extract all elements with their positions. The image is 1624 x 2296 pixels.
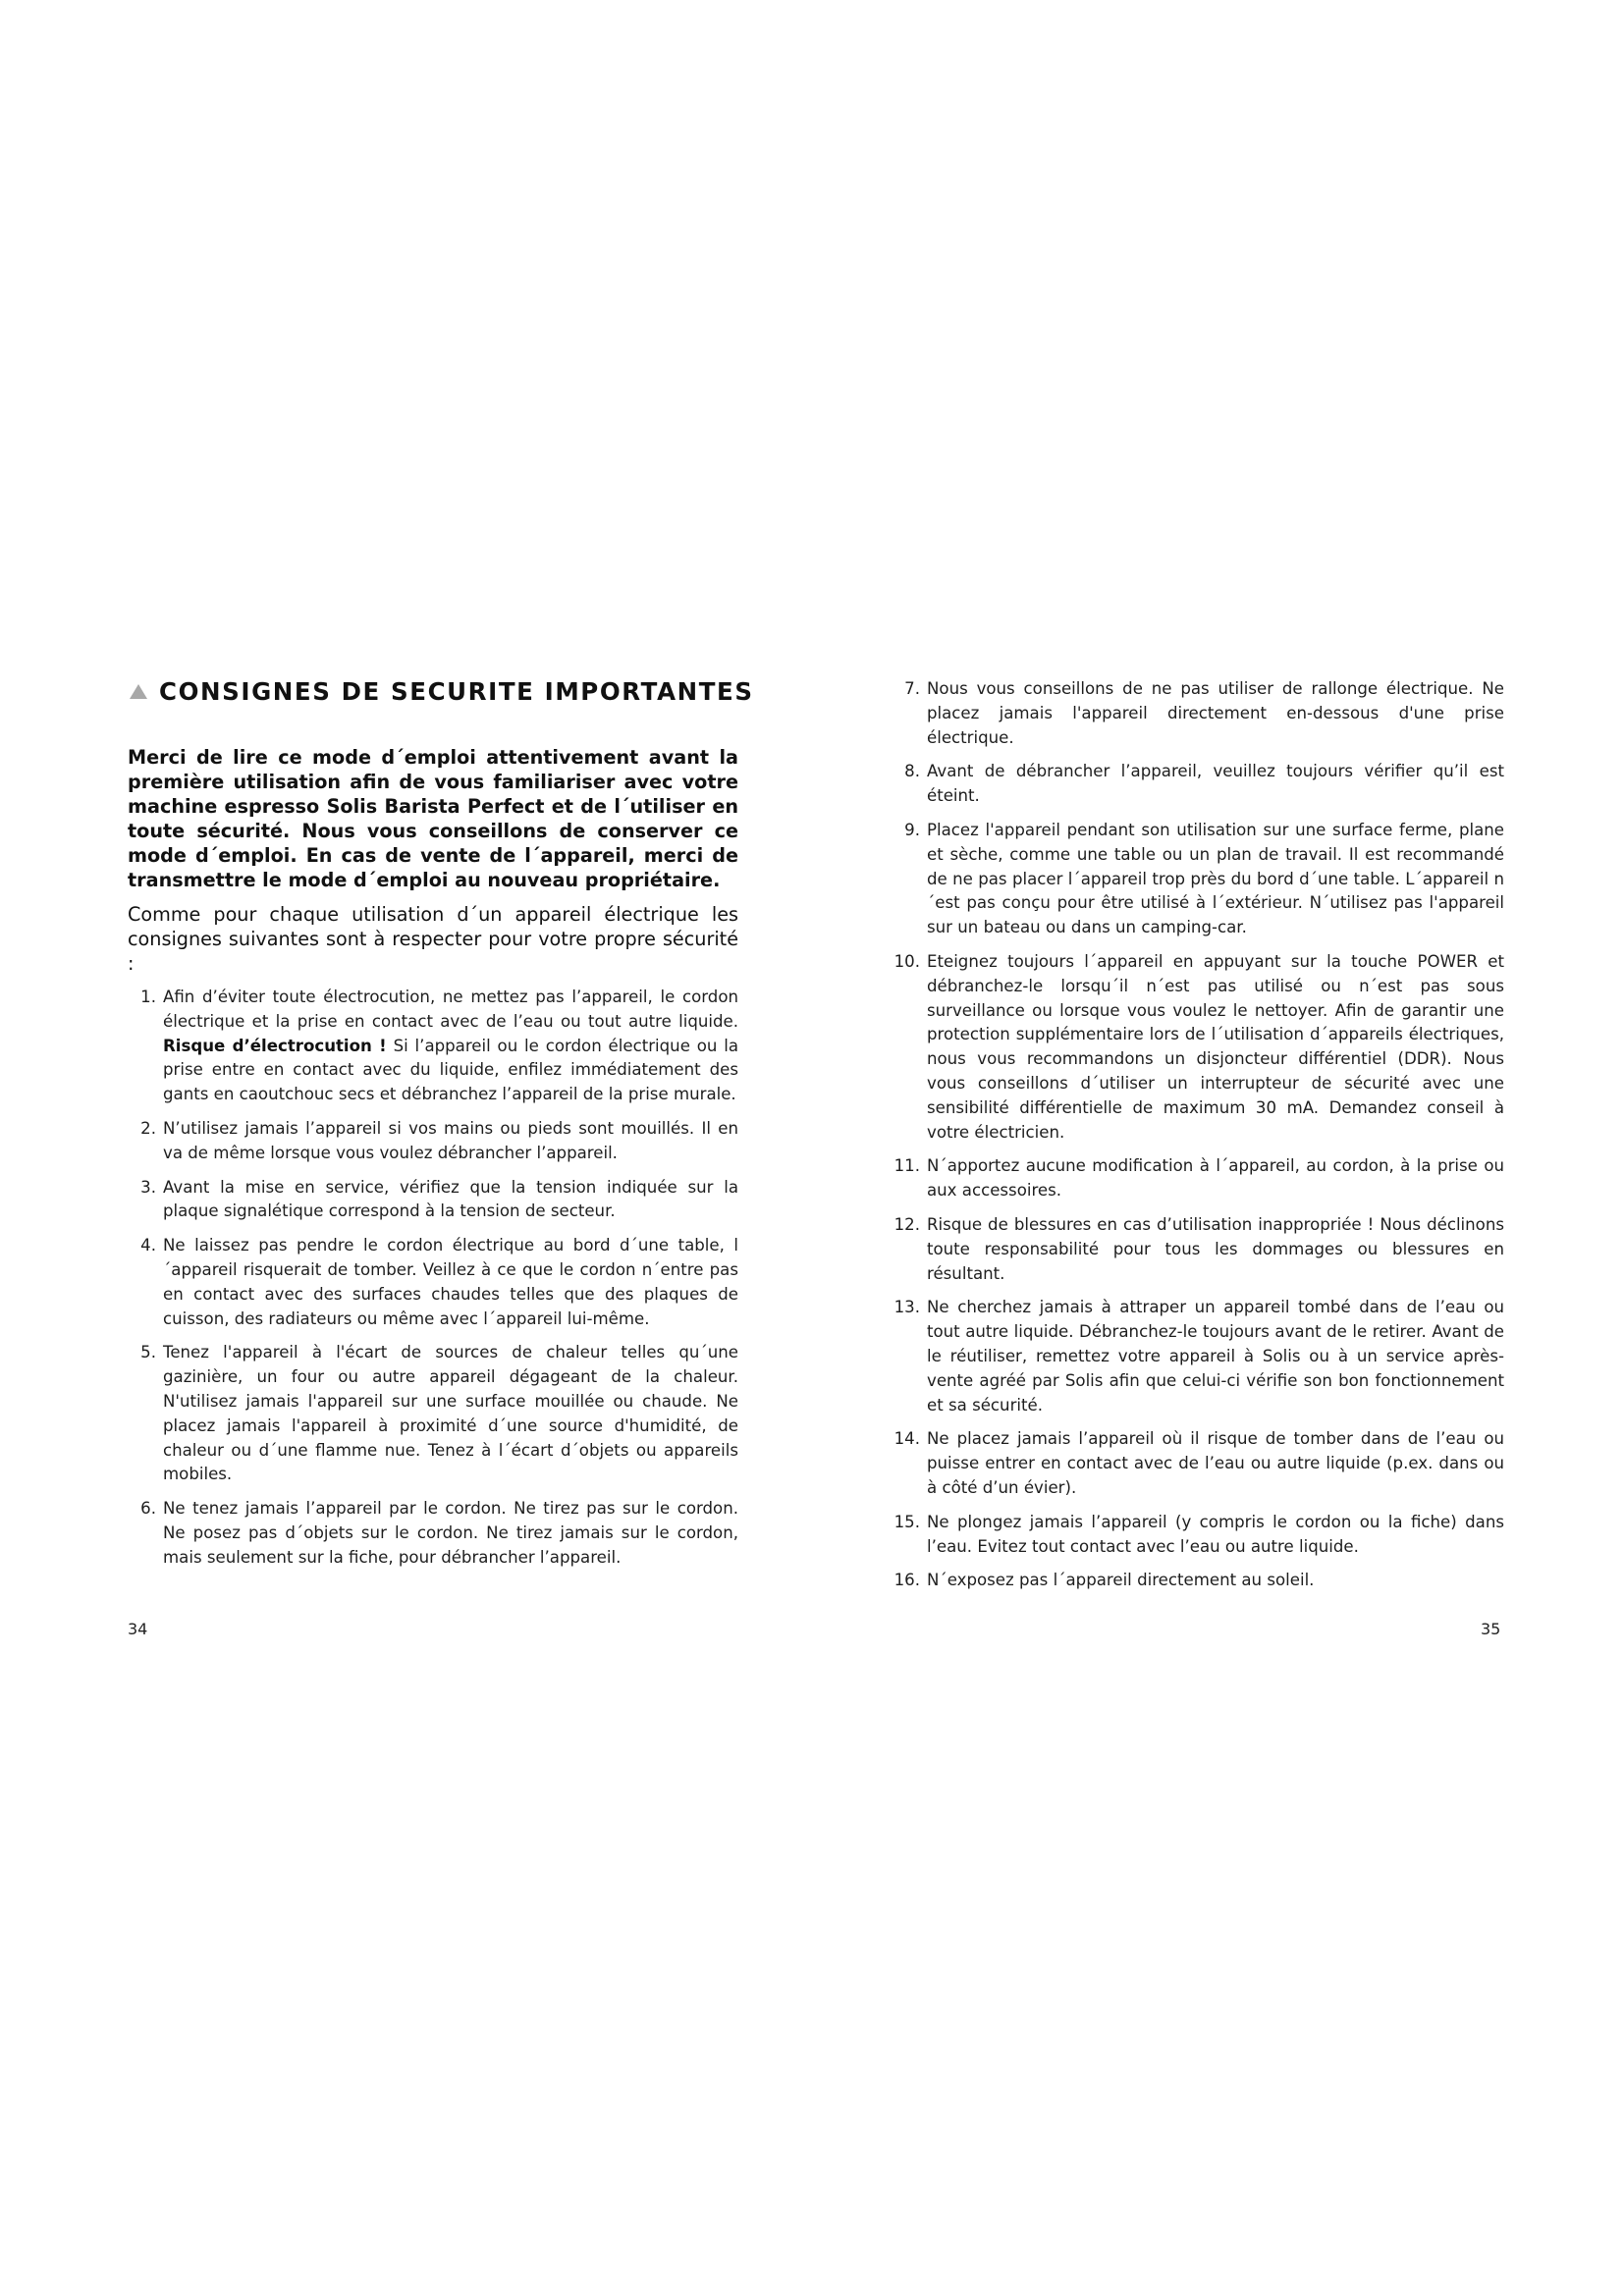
item-number: 6. (140, 1499, 156, 1519)
item-number: 2. (140, 1118, 156, 1138)
list-item (888, 950, 1504, 1145)
list-item (888, 677, 1504, 750)
list-item (888, 760, 1504, 809)
intro-paragraph (128, 745, 738, 892)
section-title: CONSIGNES DE SECURITE IMPORTANTES (159, 677, 754, 706)
list-item (888, 819, 1504, 940)
item-text: Placez l'appareil pendant son utilisation sur une surface ferme, plane et sèche, comme une table ou un plan de travail. Il est recommandé de ne pas placer l´appareil trop près du bord d´une table. L´appareil n´est pas conçu pour être utilisé à l´extérieur. N´utilisez pas l'appareil sur un bateau ou dans un camping-car. (927, 820, 1504, 937)
item-text: Avant la mise en service, vérifiez que la tension indiquée sur la plaque signalétique correspond à la tension de secteur. (163, 1177, 738, 1221)
item-number: 3. (140, 1177, 156, 1197)
list-item (128, 1117, 738, 1166)
item-text-part: Afin d’éviter toute électrocution, ne mettez pas l’appareil, le cordon électrique et la prise en contact avec de l’eau ou tout autre liquide. (163, 988, 738, 1031)
item-text: Ne tenez jamais l’appareil par le cordon. Ne tirez pas sur le cordon. Ne posez pas d´objets sur le cordon. Ne tirez jamais sur le cordon, mais seulement sur la fiche, pour débrancher l’appareil. (163, 1499, 738, 1567)
item-number: 8. (904, 762, 920, 781)
item-number: 4. (140, 1236, 156, 1255)
item-number: 15. (893, 1512, 920, 1531)
item-number: 1. (140, 988, 156, 1006)
list-item (128, 1234, 738, 1331)
list-item (888, 1427, 1504, 1500)
item-text: N´apportez aucune modification à l´appareil, au cordon, à la prise ou aux accessoires. (927, 1156, 1504, 1201)
item-number: 14. (893, 1429, 920, 1449)
item-text: Tenez l'appareil à l'écart de sources de chaleur telles qu´une gazinière, un four ou autre appareil dégageant de la chaleur. N'utilisez jamais l'appareil sur une surface mouillée ou chaude. Ne placez jamais l'appareil à proximité d´une source d'humidité, de chaleur ou d´une flamme nue. Tenez à l´écart d´objets ou appareils mobiles. (163, 1343, 738, 1484)
intro-text: Merci de lire ce mode d´emploi attentivement avant la première utilisation afin de vous familiariser avec votre machine espresso Solis Barista Perfect et de l´utiliser en toute sécurité. Nous vous conseillons de conserver ce mode d´emploi. En cas de vente de l´appareil, merci de transmettre le mode d´emploi au nouveau propriétaire. (128, 746, 738, 891)
list-item (128, 1497, 738, 1570)
item-number: 16. (893, 1571, 920, 1590)
page-number-left: 34 (128, 1620, 148, 1638)
item-text: Risque de blessures en cas d’utilisation inappropriée ! Nous déclinons toute responsabilité pour tous les dommages ou blessures en résultant. (927, 1214, 1504, 1283)
item-text-part: Si l’appareil ou le cordon électrique ou la prise entre en contact avec du liquide, enfilez immédiatement des gants en caoutchouc secs et débranchez l’appareil de la prise murale. (163, 1036, 739, 1104)
section-heading (128, 677, 754, 706)
item-text: Eteignez toujours l´appareil en appuyant sur la touche POWER et débranchez-le lorsqu´il n´est pas utilisé ou n´est pas sous surveillance ou lorsque vous voulez le nettoyer. Afin de garantir une protection supplémentaire lors de l´utilisation d´appareils électriques, nous vous recommandons un disjoncteur différentiel (DDR). Nous vous conseillons d´utiliser un interrupteur de sécurité avec une sensibilité différentielle de maximum 30 mA. Demandez conseil à votre électricien. (927, 951, 1504, 1142)
left-column (128, 677, 754, 1580)
list-item (128, 1176, 738, 1225)
item-text-emphasis: Risque d’électrocution ! (163, 1036, 387, 1055)
item-text: Ne plongez jamais l’appareil (y compris le cordon ou la fiche) dans l’eau. Evitez tout contact avec l’eau ou autre liquide. (927, 1512, 1504, 1556)
item-number: 9. (904, 820, 920, 839)
item-number: 7. (904, 679, 920, 698)
item-text: Avant de débrancher l’appareil, veuillez toujours vérifier qu’il est éteint. (927, 762, 1504, 806)
intro-paragraph-2: Comme pour chaque utilisation d´un appareil électrique les consignes suivantes sont à respecter pour votre propre sécurité : (128, 903, 738, 975)
list-item (888, 1213, 1504, 1286)
item-text: N’utilisez jamais l’appareil si vos mains ou pieds sont mouillés. Il en va de même lorsque vous voulez débrancher l’appareil. (163, 1118, 738, 1162)
item-text: Ne cherchez jamais à attraper un appareil tombé dans de l’eau ou tout autre liquide. Débranchez-le toujours avant de le retirer. Avant de le réutiliser, remettez votre appareil à Solis ou à un service après-vente agréé par Solis afin que celui-ci vérifie son bon fonctionnement et sa sécurité. (927, 1298, 1504, 1415)
right-column (888, 677, 1504, 1603)
safety-list-right (888, 677, 1504, 1593)
list-item (888, 1296, 1504, 1417)
page-number-right: 35 (1481, 1620, 1501, 1638)
list-item (128, 1341, 738, 1487)
list-item (888, 1511, 1504, 1560)
item-number: 13. (893, 1298, 920, 1317)
item-number: 12. (893, 1214, 920, 1234)
safety-list-left (128, 986, 738, 1571)
item-text: N´exposez pas l´appareil directement au soleil. (927, 1571, 1315, 1590)
warning-triangle-icon (130, 684, 147, 699)
item-number: 11. (893, 1156, 920, 1176)
list-item (888, 1569, 1504, 1593)
list-item (888, 1154, 1504, 1203)
item-text: Nous vous conseillons de ne pas utiliser de rallonge électrique. Ne placez jamais l'appareil directement en-dessous d'une prise électrique. (927, 679, 1504, 747)
item-number: 10. (893, 951, 920, 971)
item-text: Ne placez jamais l’appareil où il risque de tomber dans de l’eau ou puisse entrer en contact avec de l’eau ou autre liquide (p.ex. dans ou à côté d’un évier). (927, 1429, 1504, 1497)
item-text: Ne laissez pas pendre le cordon électrique au bord d´une table, l´appareil risquerait de tomber. Veillez à ce que le cordon n´entre pas en contact avec des surfaces chaudes telles que des plaques de cuisson, des radiateurs ou même avec l´appareil lui-même. (163, 1236, 738, 1328)
item-number: 5. (140, 1343, 156, 1362)
item-text (163, 986, 738, 1107)
list-item (128, 986, 738, 1107)
